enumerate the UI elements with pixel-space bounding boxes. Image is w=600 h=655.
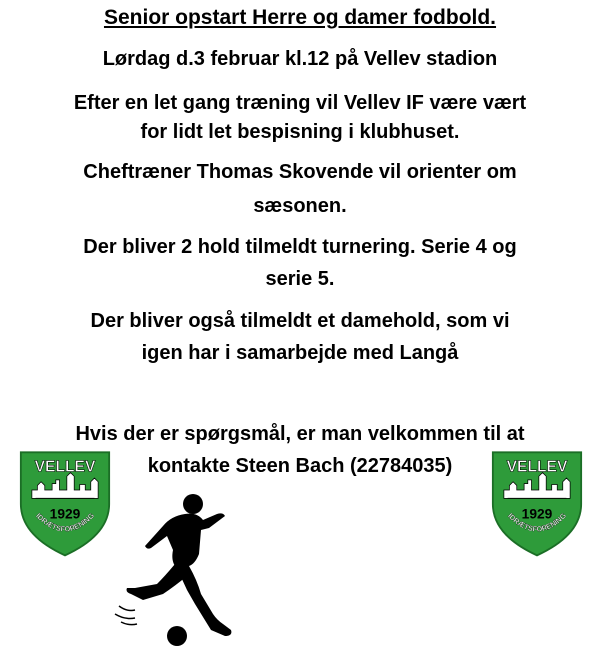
crest-arc-text: IDRÆTSFORENING — [506, 511, 568, 534]
crest-name: VELLEV — [34, 458, 96, 476]
date-line: Lørdag d.3 februar kl.12 på Vellev stadion — [102, 48, 498, 70]
flyer-title: Senior opstart Herre og damer fodbold. — [103, 6, 497, 29]
crest-year: 1929 — [49, 506, 81, 522]
text-line: Der bliver 2 hold tilmeldt turnering. Serie 4 og — [83, 236, 517, 258]
club-crest-icon — [19, 446, 111, 558]
text-line: serie 5. — [265, 268, 335, 290]
football-player-silhouette-icon — [105, 490, 240, 650]
text-line: sæsonen. — [253, 195, 347, 217]
text-line: Der bliver også tilmeldt et damehold, som vi — [90, 310, 510, 332]
crest-year: 1929 — [521, 506, 553, 522]
crest-arc-text: IDRÆTSFORENING — [34, 511, 96, 534]
text-line: Efter en let gang træning vil Vellev IF være vært — [73, 92, 527, 114]
text-line: for lidt let bespisning i klubhuset. — [140, 121, 460, 143]
club-crest-icon — [491, 446, 583, 558]
contact-line: kontakte Steen Bach (22784035) — [147, 455, 453, 477]
text-line: igen har i samarbejde med Langå — [141, 342, 459, 364]
text-line: Cheftræner Thomas Skovende vil orienter om — [83, 161, 517, 183]
text-line: Hvis der er spørgsmål, er man velkommen til at — [75, 423, 525, 445]
crest-name: VELLEV — [506, 458, 568, 476]
